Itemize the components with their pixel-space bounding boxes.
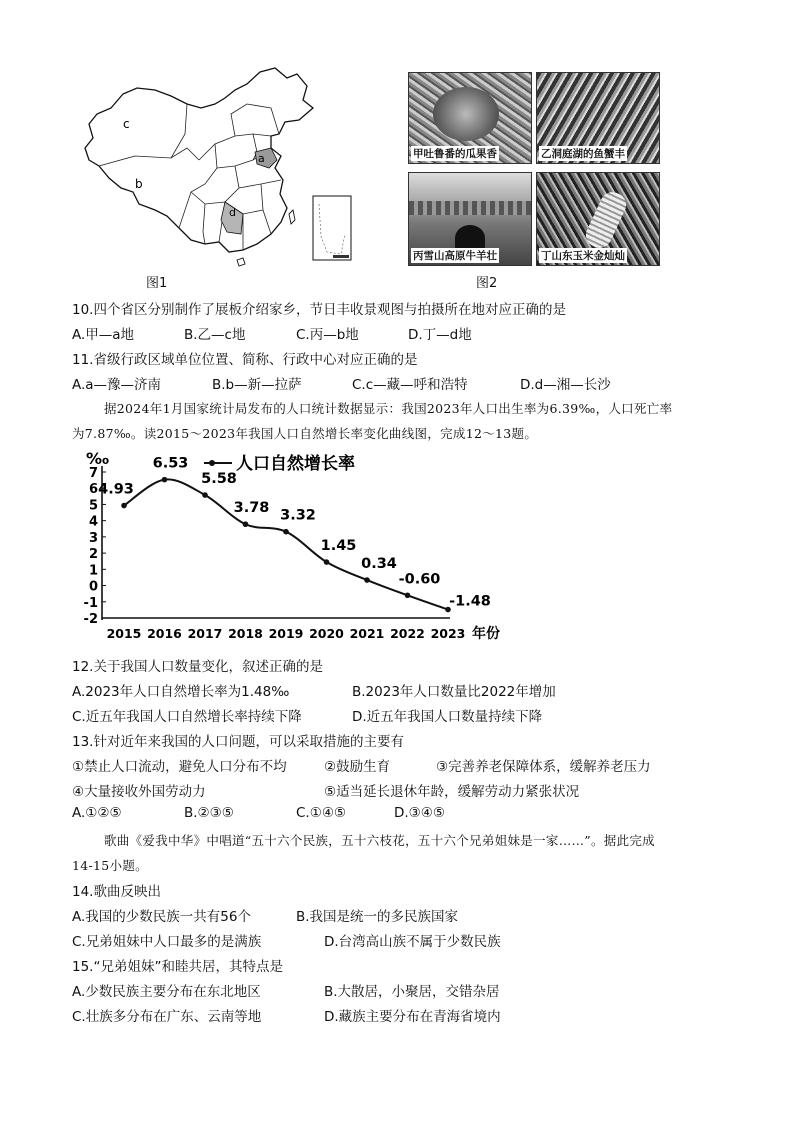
y-tick-label: 3	[88, 530, 98, 546]
q13-option-d: D.③④⑤	[394, 805, 445, 821]
data-label: 5.58	[201, 471, 237, 488]
data-label: 4.93	[98, 481, 134, 498]
y-tick-label: 5	[88, 498, 98, 514]
x-tick-label: 2021	[349, 626, 385, 641]
q11-option-c: C.c—藏—呼和浩特	[352, 377, 468, 393]
q13-item-5: ⑤适当延长退休年龄，缓解劳动力紧张状况	[324, 784, 580, 800]
map-label-c: c	[123, 117, 130, 131]
q14-option-a: A.我国的少数民族一共有56个	[72, 909, 251, 925]
photo-yi	[536, 72, 660, 164]
x-tick-label: 2022	[390, 626, 425, 641]
figure-1-map	[75, 64, 365, 274]
data-point	[243, 521, 249, 527]
q14-option-c: C.兄弟姐妹中人口最多的是满族	[72, 934, 262, 950]
data-label: 3.32	[280, 507, 316, 524]
q14-option-b: B.我国是统一的多民族国家	[296, 909, 459, 925]
map-label-b: b	[135, 177, 143, 191]
data-point	[364, 577, 370, 583]
photo-jia-label: 甲吐鲁番的瓜果香	[413, 148, 497, 160]
q12-option-a: A.2023年人口自然增长率为1.48‰	[72, 684, 290, 700]
photo-bing	[408, 172, 532, 266]
q12-option-d: D.近五年我国人口数量持续下降	[352, 709, 543, 725]
data-point	[202, 492, 208, 498]
q15-option-c: C.壮族多分布在广东、云南等地	[72, 1009, 262, 1025]
q15-option-a: A.少数民族主要分布在东北地区	[72, 984, 261, 1000]
x-unit-label: 年份	[472, 626, 500, 642]
intro-14-15-line1: 歌曲《爱我中华》中唱道“五十六个民族，五十六枝花，五十六个兄弟姐妹是一家……”。据此完成	[104, 833, 655, 848]
q14-stem: 14.歌曲反映出	[72, 884, 161, 900]
q13-item-1: ①禁止人口流动，避免人口分布不均	[72, 759, 287, 775]
data-point	[283, 529, 289, 535]
q13-item-4: ④大量接收外国劳动力	[72, 784, 206, 800]
data-point	[162, 477, 168, 483]
data-label: 1.45	[320, 538, 357, 555]
y-tick-label: -2	[83, 612, 98, 627]
data-point	[121, 503, 127, 509]
data-point	[324, 559, 330, 565]
q12-stem: 12.关于我国人口数量变化，叙述正确的是	[72, 659, 323, 675]
q11-stem: 11.省级行政区域单位位置、简称、行政中心对应正确的是	[72, 352, 418, 368]
q13-option-c: C.①④⑤	[296, 805, 347, 821]
x-tick-label: 2020	[309, 626, 344, 641]
y-tick-label: 1	[88, 563, 98, 579]
q14-option-d: D.台湾高山族不属于少数民族	[324, 934, 501, 950]
intro-14-15-line2: 14-15小题。	[72, 858, 148, 873]
q11-option-a: A.a—豫—济南	[72, 377, 162, 393]
photo-jia	[408, 72, 532, 164]
population-growth-chart	[80, 448, 520, 646]
x-tick-label: 2016	[147, 626, 182, 641]
map-label-d: d	[229, 206, 236, 219]
data-label: -0.60	[398, 571, 441, 588]
q13-option-a: A.①②⑤	[72, 805, 122, 821]
data-label: 3.78	[233, 500, 270, 517]
intro-12-13-line2: 为7.87‰。读2015～2023年我国人口自然增长率变化曲线图，完成12～13题。	[72, 426, 538, 441]
q11-option-b: B.b—新—拉萨	[212, 377, 302, 393]
y-tick-label: -1	[83, 595, 98, 611]
x-tick-label: 2017	[187, 626, 223, 641]
q13-item-2: ②鼓励生育	[324, 759, 391, 775]
y-tick-label: 7	[88, 466, 98, 481]
data-label: 6.53	[152, 455, 189, 472]
photo-yi-label: 乙洞庭湖的鱼蟹丰	[541, 148, 625, 160]
figure-1-caption: 图1	[146, 276, 168, 291]
q13-item-3: ③完善养老保障体系，缓解养老压力	[436, 759, 651, 775]
intro-12-13-line1: 据2024年1月国家统计局发布的人口统计数据显示：我国2023年人口出生率为6.39‰，人口死亡率	[104, 401, 673, 416]
x-tick-label: 2023	[430, 626, 466, 641]
figure-2-caption: 图2	[476, 276, 498, 291]
q10-option-b: B.乙—c地	[184, 327, 246, 343]
q15-option-d: D.藏族主要分布在青海省境内	[324, 1009, 501, 1025]
photo-ding	[536, 172, 660, 266]
x-tick-label: 2019	[268, 626, 304, 641]
y-tick-label: 6	[88, 482, 98, 498]
y-tick-label: 4	[88, 514, 98, 530]
q13-option-b: B.②③⑤	[184, 805, 234, 821]
chart-svg	[80, 448, 520, 646]
legend-marker	[209, 460, 215, 466]
q12-option-c: C.近五年我国人口自然增长率持续下降	[72, 709, 302, 725]
legend-label: 人口自然增长率	[236, 454, 355, 474]
data-label: -1.48	[449, 593, 491, 610]
data-point	[405, 592, 411, 598]
map-label-a: a	[258, 152, 265, 165]
q15-option-b: B.大散居，小聚居，交错杂居	[324, 984, 500, 1000]
china-map-outline	[75, 64, 365, 274]
y-tick-label: 0	[88, 579, 98, 595]
data-label: 0.34	[361, 556, 397, 573]
q13-stem: 13.针对近年来我国的人口问题，可以采取措施的主要有	[72, 734, 404, 750]
x-tick-label: 2015	[106, 626, 142, 641]
q10-stem: 10.四个省区分别制作了展板介绍家乡，节日丰收景观图与拍摄所在地对应正确的是	[72, 302, 566, 318]
photo-bing-label: 丙雪山高原牛羊壮	[413, 250, 497, 262]
q15-stem: 15.“兄弟姐妹”和睦共居，其特点是	[72, 959, 283, 975]
x-tick-label: 2018	[228, 626, 263, 641]
q12-option-b: B.2023年人口数量比2022年增加	[352, 684, 556, 700]
photo-ding-label: 丁山东玉米金灿灿	[541, 250, 625, 262]
y-unit-label: ‰	[86, 449, 110, 468]
series-line-population-growth	[124, 479, 448, 609]
y-tick-label: 2	[88, 547, 98, 563]
q10-option-d: D.丁—d地	[408, 327, 472, 343]
q11-option-d: D.d—湘—长沙	[520, 377, 611, 393]
q10-option-a: A.甲—a地	[72, 327, 135, 343]
q10-option-c: C.丙—b地	[296, 327, 359, 343]
